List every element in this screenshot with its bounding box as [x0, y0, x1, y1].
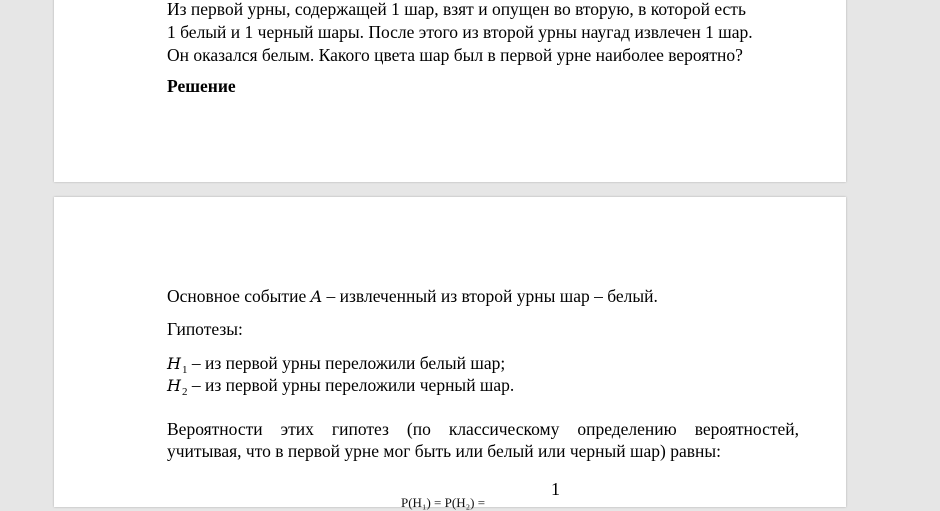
h2-symbol: H	[167, 376, 181, 395]
h1-symbol: H	[167, 354, 181, 373]
probabilities-line-2: учитывая, что в первой урне мог быть или белый или черный шар) равны:	[167, 441, 721, 461]
h2-text: – из первой урны переложили черный шар.	[187, 375, 515, 395]
h1-text: – из первой урны переложили белый шар;	[187, 353, 506, 373]
h2-index: 2	[181, 386, 188, 398]
document-page-1	[54, 0, 846, 182]
event-text: – извлеченный из второй урны шар – белый.	[322, 286, 658, 306]
document-page-2	[54, 197, 846, 510]
h1-index: 1	[181, 364, 188, 376]
problem-line-2: 1 белый и 1 черный шары. После этого из второй урны наугад извлечен 1 шар.	[167, 22, 753, 42]
hypothesis-2	[167, 374, 514, 399]
formula-numerator: 1	[551, 479, 560, 499]
event-prefix: Основное событие	[167, 286, 311, 306]
hypotheses-label: Гипотезы:	[167, 319, 243, 339]
formula-partial: P(H₁) = P(H₂) =	[401, 495, 486, 510]
main-event-line	[167, 285, 658, 308]
problem-line-1: Из первой урны, содержащей 1 шар, взят и опущен во вторую, в которой есть	[167, 0, 746, 19]
solution-heading: Решение	[167, 76, 236, 96]
problem-line-3: Он оказался белым. Какого цвета шар был в первой урне наиболее вероятно?	[167, 45, 743, 65]
event-symbol: A	[310, 287, 323, 306]
probabilities-line-1: Вероятности этих гипотез (по классическому определению вероятностей,	[167, 419, 799, 439]
